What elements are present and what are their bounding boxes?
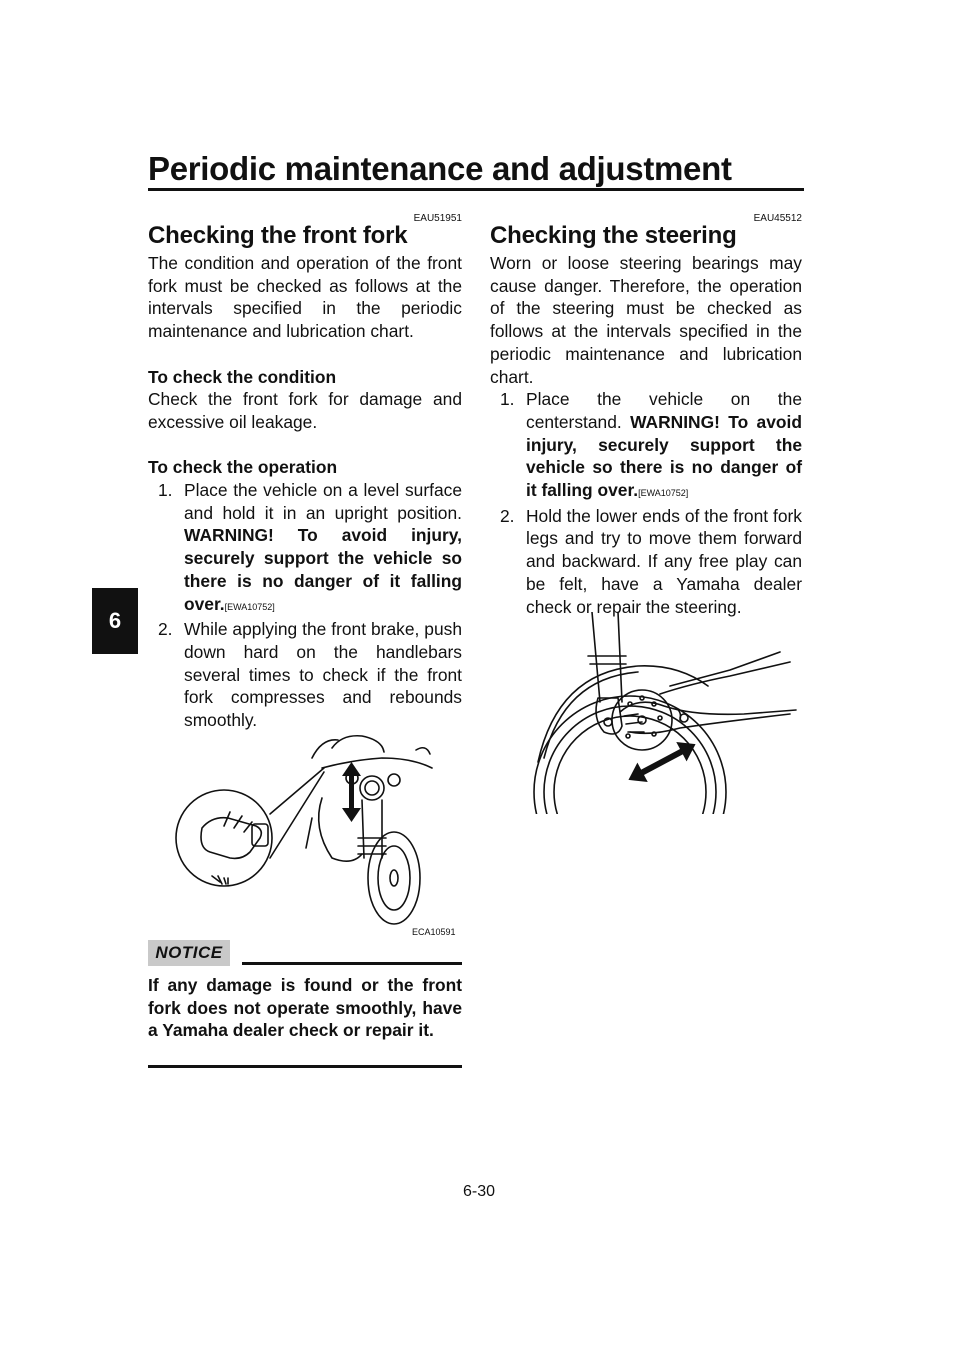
warning-ref: [EWA10752] xyxy=(638,488,689,499)
condition-text: Check the front fork for damage and excessive oil leakage. xyxy=(148,389,462,432)
warning-text: WARNING! To avoid injury, securely support the vehicle so there is no danger of it falling over. xyxy=(526,411,802,501)
section-heading-front-fork: Checking the front fork xyxy=(148,222,408,249)
section-code-left: EAU51951 xyxy=(413,213,462,224)
step-item: 2. Hold the lower ends of the front fork legs and try to move them forward and backward. If any free play can be felt, have a Yamaha dealer check or repair the steering. xyxy=(500,505,802,617)
notice-header xyxy=(148,940,462,968)
front-fork-illustration xyxy=(172,728,462,928)
figure-code-left: ECA10591 xyxy=(412,927,456,937)
section-heading-steering: Checking the steering xyxy=(490,222,737,249)
chapter-tab: 6 xyxy=(92,588,138,654)
notice-rule-bottom xyxy=(148,1065,462,1068)
front-fork-intro: The condition and operation of the front fork must be checked as follows at the intervals specified in the periodic maintenance and lubrication chart. xyxy=(148,253,462,342)
notice-text: If any damage is found or the front fork does not operate smoothly, have a Yamaha dealer check or repair it. xyxy=(148,975,462,1041)
condition-heading: To check the condition xyxy=(148,366,337,387)
step-item: 2. While applying the front brake, push down hard on the handlebars several times to check if the front fork compresses and rebounds smoothly. xyxy=(158,619,462,731)
operation-steps xyxy=(148,479,462,732)
steering-intro: Worn or loose steering bearings may cause danger. Therefore, the operation of the steering must be checked as follows at the intervals specified in the periodic maintenance and lubrication chart. xyxy=(490,253,802,387)
operation-heading: To check the operation xyxy=(148,457,338,478)
page-number: 6-30 xyxy=(462,1183,496,1200)
page-title: Periodic maintenance and adjustment xyxy=(148,150,732,187)
header-rule xyxy=(148,188,804,191)
notice-rule-top xyxy=(242,962,462,965)
warning-text: WARNING! To avoid injury, securely support the vehicle so there is no danger of it falling over. xyxy=(184,525,462,614)
notice-label: NOTICE xyxy=(148,940,230,966)
right-section xyxy=(490,222,802,618)
left-section xyxy=(148,222,462,732)
steering-check-illustration xyxy=(520,612,800,816)
step-item: 1. Place the vehicle on a level surface and hold it in an upright position. WARNING! To avoid injury, securely support the vehicle so there is no danger of it falling over.[EWA10752] xyxy=(158,480,462,614)
warning-ref: [EWA10752] xyxy=(224,601,275,612)
step-item: 1. Place the vehicle on the centerstand. WARNING! To avoid injury, securely support the vehicle so there is no danger of it falling over.[EWA10752] xyxy=(500,389,802,501)
steering-steps xyxy=(490,388,802,618)
section-code-right: EAU45512 xyxy=(753,213,802,224)
